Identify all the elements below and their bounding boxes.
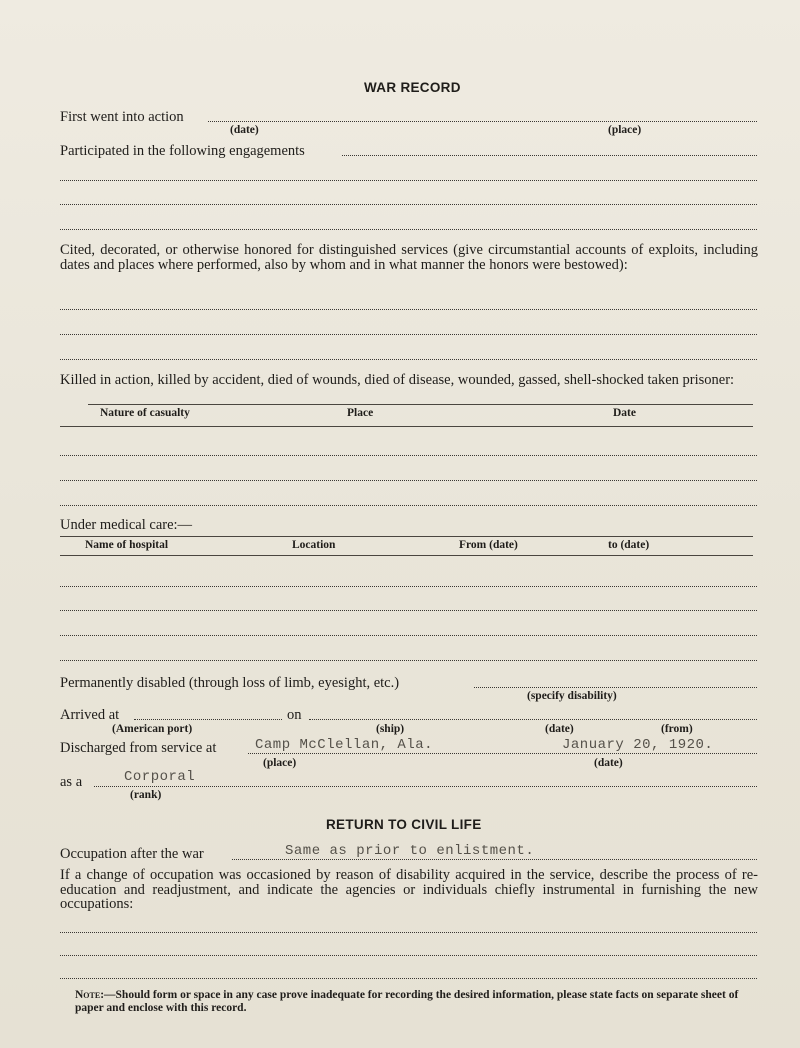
medical-line-2[interactable]	[60, 610, 757, 611]
rank-caption: (rank)	[130, 789, 162, 801]
casualty-header-top-rule	[88, 404, 753, 405]
occupation-label: Occupation after the war	[60, 846, 204, 862]
arrived-on-label: on	[287, 707, 302, 723]
change-line-2[interactable]	[60, 955, 757, 956]
medical-header-bottom-rule	[60, 555, 753, 556]
discharged-label: Discharged from service at	[60, 740, 217, 756]
casualty-col-date: Date	[613, 407, 636, 419]
discharged-date-caption: (date)	[594, 757, 623, 769]
medical-line-1[interactable]	[60, 586, 757, 587]
change-text: If a change of occupation was occasioned by reason of disability acquired in the service, describe the process of re-education and readjustment, and indicate the agencies or individuals chiefly instrumental in furnishing the new occupations:	[60, 867, 758, 912]
arrived-port-caption: (American port)	[112, 723, 193, 735]
disabled-field[interactable]	[474, 687, 757, 688]
cited-text: Cited, decorated, or otherwise honored for distinguished services (give circumstantial accounts of exploits, including dates and places where performed, also by whom and in what manner the honors were bestowed):	[60, 242, 758, 273]
war-record-heading: WAR RECORD	[364, 80, 461, 95]
first-action-field[interactable]	[208, 121, 757, 122]
rank-value[interactable]: Corporal	[124, 769, 196, 785]
engagements-line-4[interactable]	[60, 229, 757, 230]
casualty-line-3[interactable]	[60, 505, 757, 506]
rank-label: as a	[60, 774, 83, 790]
medical-col-location: Location	[292, 539, 336, 551]
civil-life-heading: RETURN TO CIVIL LIFE	[326, 817, 482, 832]
casualty-header-bottom-rule	[60, 426, 753, 427]
medical-header-top-rule	[60, 536, 753, 537]
discharged-place-value[interactable]: Camp McClellan, Ala.	[255, 737, 434, 753]
change-line-1[interactable]	[60, 932, 757, 933]
cited-line-1[interactable]	[60, 309, 757, 310]
footnote-prefix: Note:	[75, 989, 105, 1001]
medical-line-3[interactable]	[60, 635, 757, 636]
occupation-field[interactable]	[232, 859, 757, 860]
medical-col-hospital: Name of hospital	[85, 539, 169, 551]
arrived-label: Arrived at	[60, 707, 120, 723]
change-line-3[interactable]	[60, 978, 757, 979]
medical-col-to: to (date)	[608, 539, 650, 551]
medical-col-from: From (date)	[459, 539, 518, 551]
engagements-line-3[interactable]	[60, 204, 757, 205]
arrived-ship-caption: (ship)	[376, 723, 405, 735]
casualty-line-1[interactable]	[60, 455, 757, 456]
first-action-date-caption: (date)	[230, 124, 259, 136]
engagements-label: Participated in the following engagements	[60, 143, 305, 159]
rank-field[interactable]	[94, 786, 757, 787]
disabled-label: Permanently disabled (through loss of limb, eyesight, etc.)	[60, 675, 400, 691]
casualty-line-2[interactable]	[60, 480, 757, 481]
engagements-line-2[interactable]	[60, 180, 757, 181]
arrived-date-caption: (date)	[545, 723, 574, 735]
disabled-caption: (specify disability)	[527, 690, 617, 702]
casualty-text: Killed in action, killed by accident, died of wounds, died of disease, wounded, gassed, shell-shocked taken prisoner:	[60, 372, 735, 388]
discharged-field[interactable]	[248, 753, 757, 754]
medical-line-4[interactable]	[60, 660, 757, 661]
discharged-place-caption: (place)	[263, 757, 297, 769]
arrived-port-field[interactable]	[134, 719, 282, 720]
footnote	[75, 989, 760, 1015]
engagements-field[interactable]	[342, 155, 757, 156]
casualty-col-place: Place	[347, 407, 374, 419]
occupation-value[interactable]: Same as prior to enlistment.	[285, 843, 535, 859]
cited-line-3[interactable]	[60, 359, 757, 360]
cited-line-2[interactable]	[60, 334, 757, 335]
casualty-col-nature: Nature of casualty	[100, 407, 190, 419]
footnote-text: —Should form or space in any case prove inadequate for recording the desired information, please state facts on separate sheet of paper and enclose with this record.	[75, 989, 739, 1014]
arrived-from-caption: (from)	[661, 723, 693, 735]
medical-label: Under medical care:—	[60, 517, 193, 533]
discharged-date-value[interactable]: January 20, 1920.	[562, 737, 714, 753]
arrived-ship-field[interactable]	[309, 719, 757, 720]
first-action-place-caption: (place)	[608, 124, 642, 136]
first-action-label: First went into action	[60, 109, 184, 125]
